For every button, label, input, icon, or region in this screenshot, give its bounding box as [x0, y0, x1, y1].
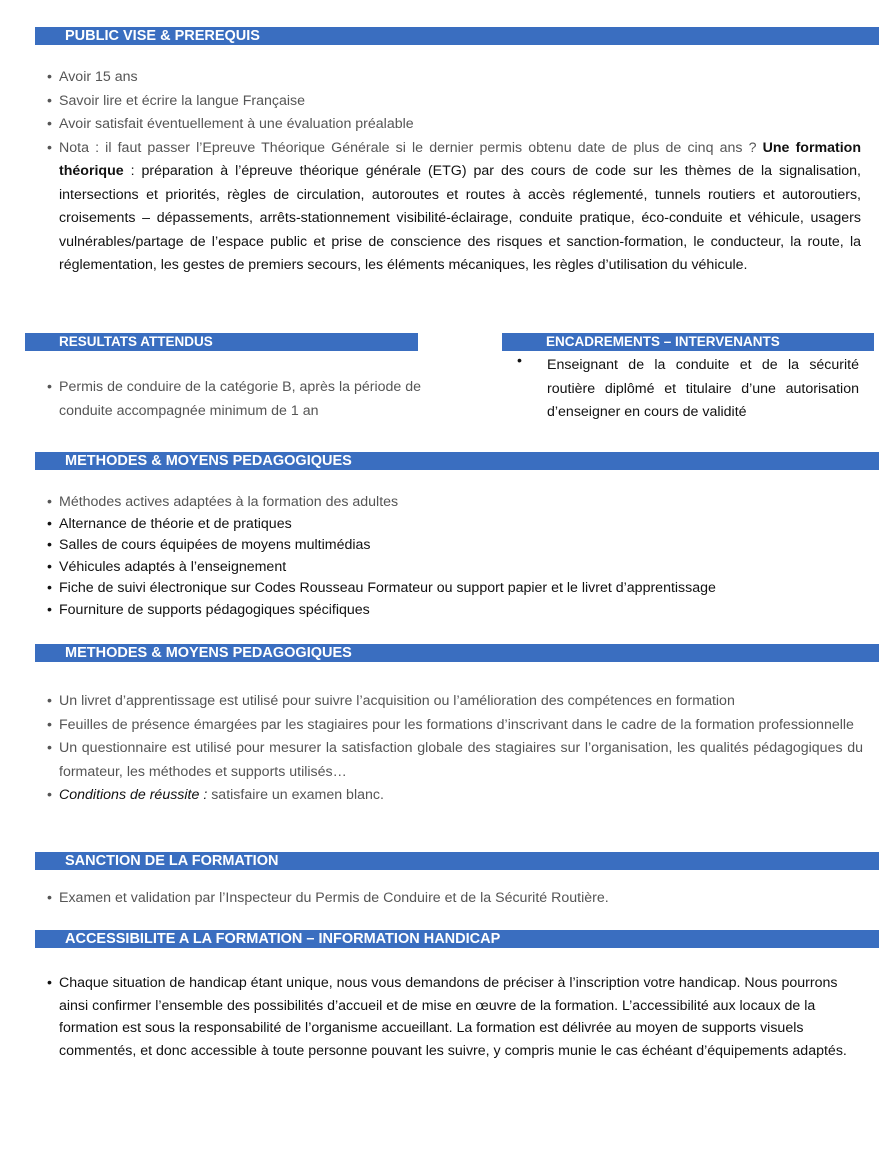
methodes-1-list [47, 492, 861, 621]
list-item: • Avoir satisfait éventuellement à une évaluation préalable [47, 113, 861, 137]
list-item: • Un questionnaire est utilisé pour mesurer la satisfaction globale des stagiaires sur l’organisation, les qualités pédagogiques du formateur, les méthodes et supports utilisés… [47, 737, 863, 784]
section-title: SANCTION DE LA FORMATION [65, 853, 279, 869]
section-title: PUBLIC VISE & PREREQUIS [65, 28, 260, 44]
list-item: • Chaque situation de handicap étant unique, nous vous demandons de préciser à l’inscription votre handicap. Nous pourrons ainsi confirmer l’ensemble des possibilités d’accueil et de mise en œuvre de la formation. L’accessibilité aux locaux de la formation est sous la responsabilité de l’organisme accueillant. La formation est délivrée au moyen de supports visuels commentés, et donc accessible à toute personne pouvant les suivre, y compris munie le cas échéant d’équipements adaptés. [47, 972, 859, 1062]
section-title: ACCESSIBILITE A LA FORMATION – INFORMATION HANDICAP [65, 931, 501, 947]
methodes-2-list [47, 690, 863, 808]
section-header-resultats [25, 333, 418, 351]
list-item-conditions [47, 784, 863, 808]
section-title: METHODES & MOYENS PEDAGOGIQUES [65, 453, 352, 469]
list-item: • Fiche de suivi électronique sur Codes Rousseau Formateur ou support papier et le livret d’apprentissage [47, 578, 861, 600]
section-title: ENCADREMENTS – INTERVENANTS [546, 334, 780, 349]
list-item: • Un livret d’apprentissage est utilisé pour suivre l’acquisition ou l’amélioration des compétences en formation [47, 690, 863, 714]
nota-prefix: Nota : il faut passer l’Epreuve Théorique Générale si le dernier permis obtenu date de plus de cinq ans ? [59, 139, 757, 156]
list-item: • Avoir 15 ans [47, 66, 861, 90]
list-item: • Véhicules adaptés à l’enseignement [47, 557, 861, 579]
list-item: • Permis de conduire de la catégorie B, après la période de conduite accompagnée minimum de 1 an [47, 376, 425, 423]
list-item: • Fourniture de supports pédagogiques spécifiques [47, 600, 861, 622]
section-title: RESULTATS ATTENDUS [59, 334, 213, 349]
list-item: • Méthodes actives adaptées à la formation des adultes [47, 492, 861, 514]
nota-rest: : préparation à l’épreuve théorique générale (ETG) par des cours de code sur les thèmes de la signalisation, intersections et priorités, règles de circulation, autoroutes et routes à accès réglementé, tunnels routiers et autoroutiers, croisements – dépassements, arrêts-stationnement visibilité-éclairage, conduite pratique, éco-conduite et véhicule, usagers vulnérables/partage de l’espace public et prise de conscience des risques et sanction-formation, le conducteur, la route, la réglementation, les gestes de premiers secours, les éléments mécaniques, les règles d’utilisation du véhicule. [59, 163, 861, 273]
section-title: METHODES & MOYENS PEDAGOGIQUES [65, 645, 352, 661]
list-item: • Salles de cours équipées de moyens multimédias [47, 535, 861, 557]
section-header-accessibilite [35, 930, 879, 948]
list-item: • Savoir lire et écrire la langue Française [47, 90, 861, 114]
resultats-list [47, 376, 425, 423]
sanction-list [47, 887, 861, 911]
accessibilite-list [47, 972, 859, 1062]
section-header-encadrements [502, 333, 874, 351]
list-item: • Alternance de théorie et de pratiques [47, 514, 861, 536]
public-list [47, 66, 861, 278]
section-header-public [35, 27, 879, 45]
list-item-nota [47, 137, 861, 278]
list-item: • Enseignant de la conduite et de la sécurité routière diplômé et titulaire d’une autorisation d’enseigner en cours de validité [547, 354, 859, 425]
encadrements-list [547, 354, 859, 425]
section-header-sanction [35, 852, 879, 870]
list-item: • Examen et validation par l’Inspecteur du Permis de Conduire et de la Sécurité Routière. [47, 887, 861, 911]
conditions-label: Conditions de réussite : [59, 787, 208, 803]
conditions-text: satisfaire un examen blanc. [207, 787, 384, 803]
list-item: • Feuilles de présence émargées par les stagiaires pour les formations d’inscrivant dans le cadre de la formation professionnelle [47, 714, 863, 738]
section-header-methodes-2 [35, 644, 879, 662]
nota-bold: Une formation théorique [59, 139, 861, 179]
section-header-methodes-1 [35, 452, 879, 470]
